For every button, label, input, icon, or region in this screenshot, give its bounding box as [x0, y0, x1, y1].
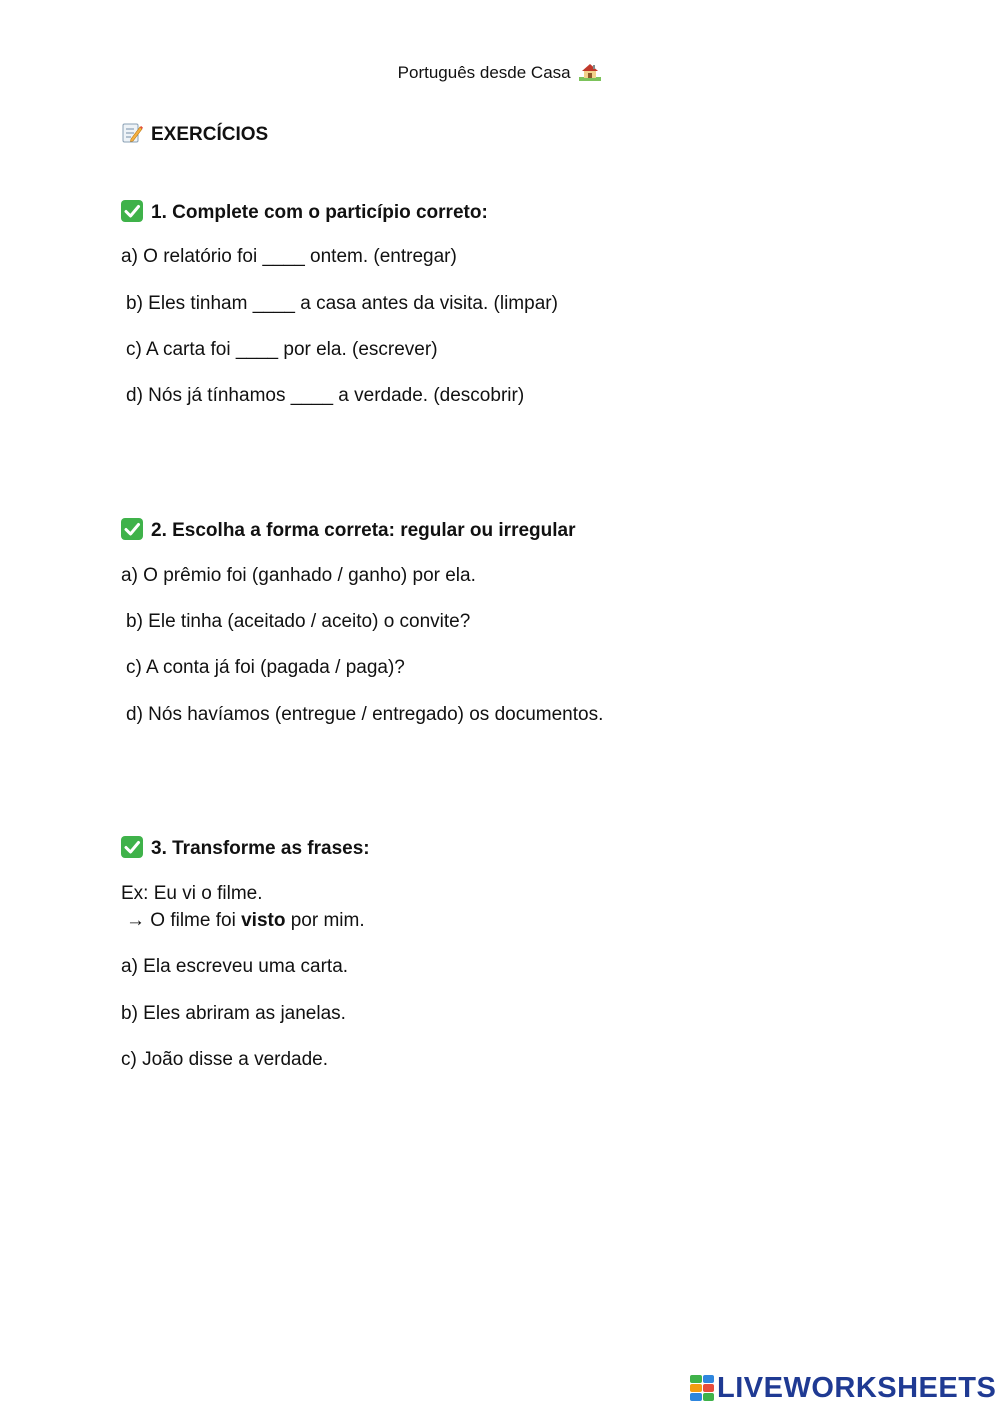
section1-title	[121, 200, 488, 224]
section2-item-c: c) A conta já foi (pagada / paga)?	[126, 657, 405, 678]
section3-title	[121, 836, 370, 860]
section3-item-a: a) Ela escreveu uma carta.	[121, 956, 349, 977]
section2-item-a: a) O prêmio foi (ganhado / ganho) por ela.	[121, 565, 476, 586]
section3-item-b: b) Eles abriram as janelas.	[121, 1003, 346, 1024]
section3-item-c: c) João disse a verdade.	[121, 1049, 329, 1070]
memo-icon	[121, 122, 143, 144]
exercises-heading-text: EXERCÍCIOS	[151, 124, 269, 145]
section2-title	[121, 518, 575, 542]
page-header	[0, 61, 999, 83]
section1-item-a: a) O relatório foi ____ ontem. (entregar)	[121, 246, 457, 267]
section2-title-text: 2. Escolha a forma correta: regular ou irregular	[151, 520, 576, 541]
check-mark-icon	[121, 836, 143, 858]
exercises-heading	[121, 122, 268, 146]
house-icon	[579, 61, 601, 81]
section1-title-text: 1. Complete com o particípio correto:	[151, 202, 488, 223]
liveworksheets-logo	[690, 1372, 996, 1404]
section3-example-line1: Ex: Eu vi o filme.	[121, 883, 263, 904]
section3-title-text: 3. Transforme as frases:	[151, 838, 370, 859]
check-mark-icon	[121, 200, 143, 222]
section3-example-line2	[126, 910, 365, 932]
section1-item-d: d) Nós já tínhamos ____ a verdade. (descobrir)	[126, 385, 525, 406]
section2-item-b: b) Ele tinha (aceitado / aceito) o convite?	[126, 611, 471, 632]
example-suffix: por mim.	[290, 910, 365, 931]
section2-item-d: d) Nós havíamos (entregue / entregado) os documentos.	[126, 704, 604, 725]
check-mark-icon	[121, 518, 143, 540]
logo-mark-icon	[690, 1375, 714, 1401]
logo-text: LIVEWORKSHEETS	[717, 1371, 997, 1404]
section1-item-c: c) A carta foi ____ por ela. (escrever)	[126, 339, 438, 360]
example-arrow-prefix: → O filme foi	[126, 910, 236, 931]
header-title: Português desde Casa	[397, 63, 571, 82]
section1-item-b: b) Eles tinham ____ a casa antes da visita. (limpar)	[126, 293, 558, 314]
example-bold-word: visto	[241, 910, 286, 931]
